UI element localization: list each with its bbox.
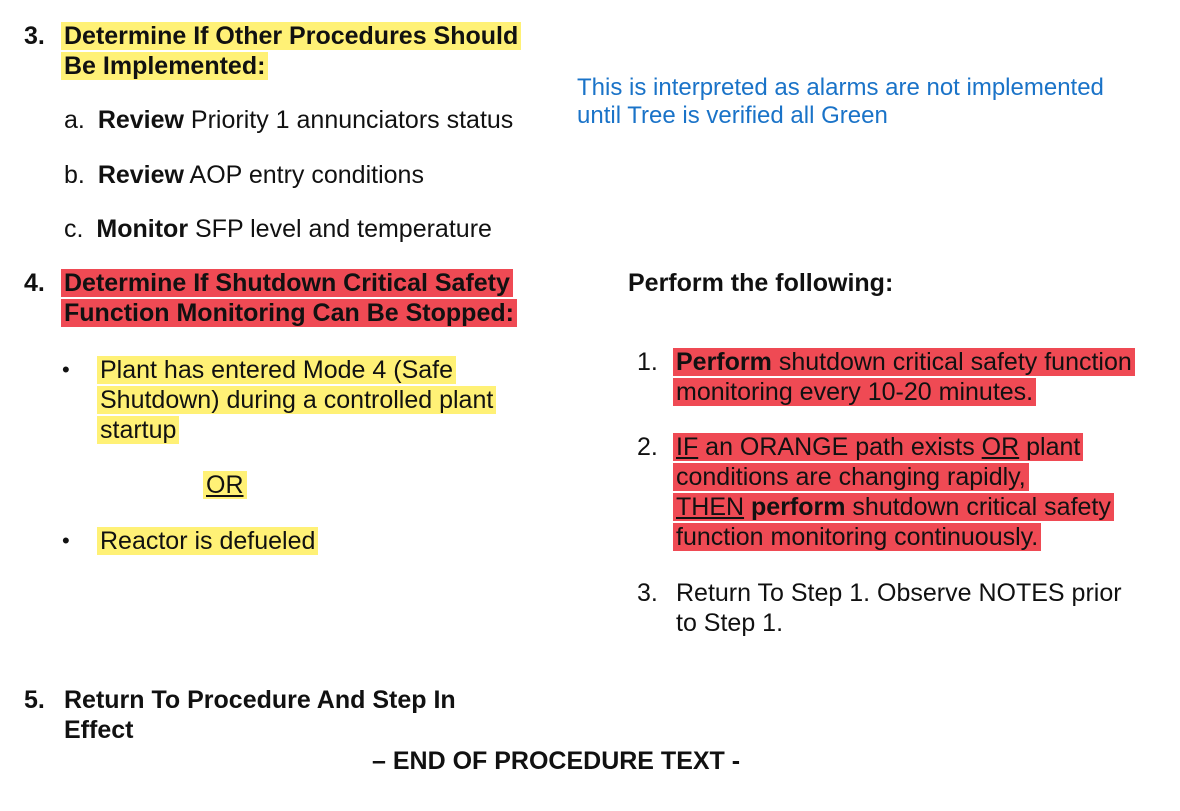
rno-item2-line3: shutdown critical safety: [845, 493, 1111, 521]
step3-item-a-text: Priority 1 annunciators status: [183, 106, 514, 134]
step4-bullet1-symbol: •: [62, 357, 70, 382]
step3-item-b-verb: Review: [97, 161, 184, 189]
step4-number: 4.: [24, 269, 45, 297]
step4-bullet1-line2: Shutdown) during a controlled plant: [97, 386, 496, 414]
rno-item1-line2: monitoring every 10-20 minutes.: [673, 378, 1036, 406]
step3-comment: [577, 74, 1104, 130]
rno-item2-if: IF: [676, 433, 699, 461]
rno-item2-line1-mid: an ORANGE path exists: [698, 433, 982, 461]
step4-bullet1-line3: startup: [97, 416, 179, 444]
rno-item2-number: 2.: [637, 433, 658, 461]
rno-item3-line2: to Step 1.: [676, 609, 784, 637]
rno-item2: [676, 432, 1111, 552]
step4-or: [206, 470, 244, 500]
step4-title-line1: Determine If Shutdown Critical Safety: [61, 269, 513, 297]
rno-item1-number: 1.: [637, 348, 658, 376]
rno-item2-line1-end: plant: [1019, 433, 1081, 461]
step3-item-c-text: SFP level and temperature: [188, 215, 492, 243]
step4-bullet1: [100, 355, 493, 445]
step4-bullet2-text: Reactor is defueled: [97, 527, 318, 555]
step5-title: [64, 685, 456, 745]
step4-title-line2: Function Monitoring Can Be Stopped:: [61, 299, 517, 327]
step3-item-a-verb: Review: [97, 106, 184, 134]
step3-comment-line2: until Tree is verified all Green: [577, 102, 888, 129]
rno-item3-line1: Return To Step 1. Observe NOTES prior: [676, 579, 1122, 607]
step4-bullet2: [100, 526, 315, 556]
step3-number: 3.: [24, 22, 45, 50]
step4-title: [64, 268, 514, 328]
step3-item-c-label: c.: [64, 215, 84, 243]
end-of-procedure-text: – END OF PROCEDURE TEXT -: [372, 747, 741, 775]
step5-title-line2: Effect: [64, 716, 134, 744]
step3-title-line1: Determine If Other Procedures Should: [61, 22, 521, 50]
rno-item1: [676, 347, 1132, 407]
step3-item-c: [64, 214, 492, 244]
rno-item2-line4: function monitoring continuously.: [673, 523, 1041, 551]
step4-or-text: OR: [203, 471, 247, 499]
rno-item2-then: THEN: [676, 493, 745, 521]
step4-bullet1-line1: Plant has entered Mode 4 (Safe: [97, 356, 456, 384]
step3-item-b-text: AOP entry conditions: [183, 161, 424, 189]
step5-number: 5.: [24, 686, 45, 714]
step3-title-line2: Be Implemented:: [61, 52, 268, 80]
rno-item1-line1: shutdown critical safety function: [771, 348, 1132, 376]
step3-item-b: [64, 160, 424, 190]
rno-item2-perform: perform: [751, 493, 846, 521]
rno-item3-number: 3.: [637, 579, 658, 607]
rno-item3: [676, 578, 1122, 638]
step3-item-a-label: a.: [64, 106, 85, 134]
step3-item-b-label: b.: [64, 161, 85, 189]
rno-item1-verb: Perform: [676, 348, 772, 376]
step4-bullet2-symbol: •: [62, 528, 70, 553]
rno-item2-or: OR: [981, 433, 1020, 461]
rno-header: Perform the following:: [628, 269, 894, 297]
step3-title: [64, 21, 518, 81]
step5-title-line1: Return To Procedure And Step In: [64, 686, 456, 714]
step3-item-a: [64, 105, 513, 135]
step3-comment-line1: This is interpreted as alarms are not implemented: [577, 74, 1104, 101]
step3-item-c-verb: Monitor: [96, 215, 189, 243]
rno-item2-line2: conditions are changing rapidly,: [673, 463, 1029, 491]
